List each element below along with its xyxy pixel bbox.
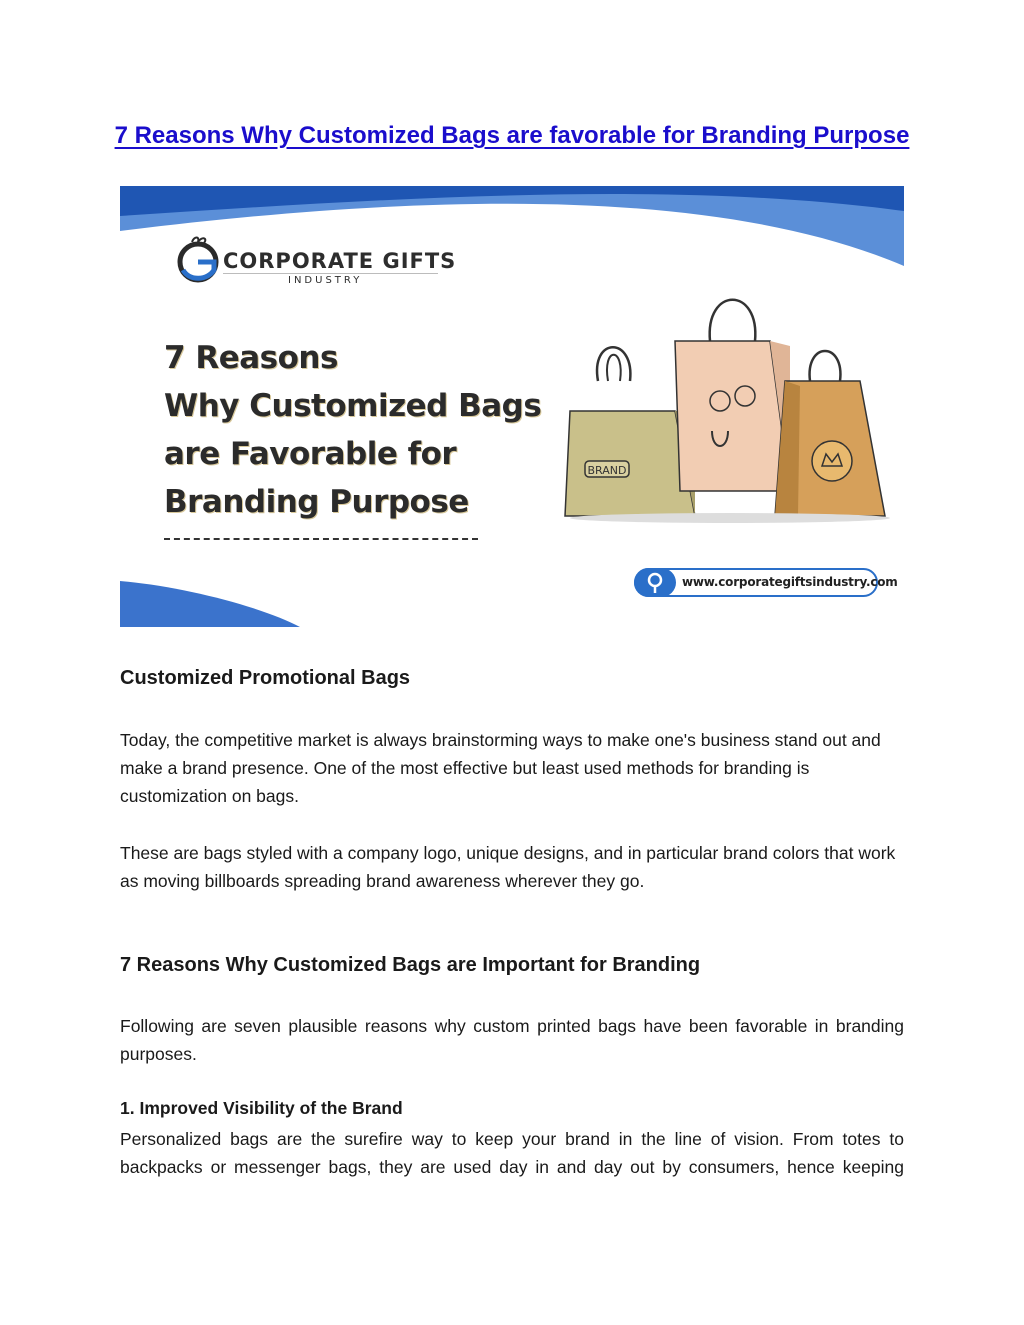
hero-banner-image — [120, 186, 904, 627]
section-heading-seven-reasons: 7 Reasons Why Customized Bags are Important for Branding — [120, 954, 701, 976]
banner-heading-line: Branding Purpose — [164, 484, 469, 520]
banner-heading-line: are Favorable for — [164, 436, 457, 472]
logo-subtitle: INDUSTRY — [288, 275, 363, 286]
logo-name: CORPORATE GIFTS — [223, 249, 457, 273]
pink-bag-illustration — [675, 300, 790, 491]
paragraph: These are bags styled with a company logo, unique designs, and in particular brand colors that work as moving billboards spreading brand awareness wherever they go. — [120, 843, 896, 891]
website-url-pill — [634, 568, 898, 597]
section-heading-promotional-bags: Customized Promotional Bags — [120, 667, 411, 689]
reason-1-heading: 1. Improved Visibility of the Brand — [120, 1098, 403, 1118]
search-icon — [634, 568, 676, 597]
document-title-link[interactable]: 7 Reasons Why Customized Bags are favorable for Branding Purpose — [114, 122, 910, 149]
bag-brand-label: BRAND — [587, 464, 627, 477]
brown-bag-illustration — [775, 351, 885, 516]
logo-divider — [223, 273, 438, 274]
reason-1-text: Personalized bags are the surefire way to keep your brand in the line of vision. From totes to backpacks or messenger bags, they are used day in and day out by consumers, hence keeping — [120, 1129, 904, 1177]
bottom-wave — [120, 581, 300, 627]
website-url-text: www.corporategiftsindustry.com — [682, 575, 898, 589]
paragraph: Following are seven plausible reasons why custom printed bags have been favorable in branding purposes. — [120, 1016, 904, 1064]
banner-dash-divider — [164, 538, 478, 540]
banner-heading-line: Why Customized Bags — [164, 388, 542, 424]
paragraph: Today, the competitive market is always brainstorming ways to make one's business stand out and make a brand presence. One of the most effective but least used methods for branding is customization on bags. — [120, 730, 881, 806]
banner-heading-line: 7 Reasons — [164, 340, 338, 376]
banner-heading — [164, 334, 584, 526]
logo-icon — [180, 238, 216, 281]
